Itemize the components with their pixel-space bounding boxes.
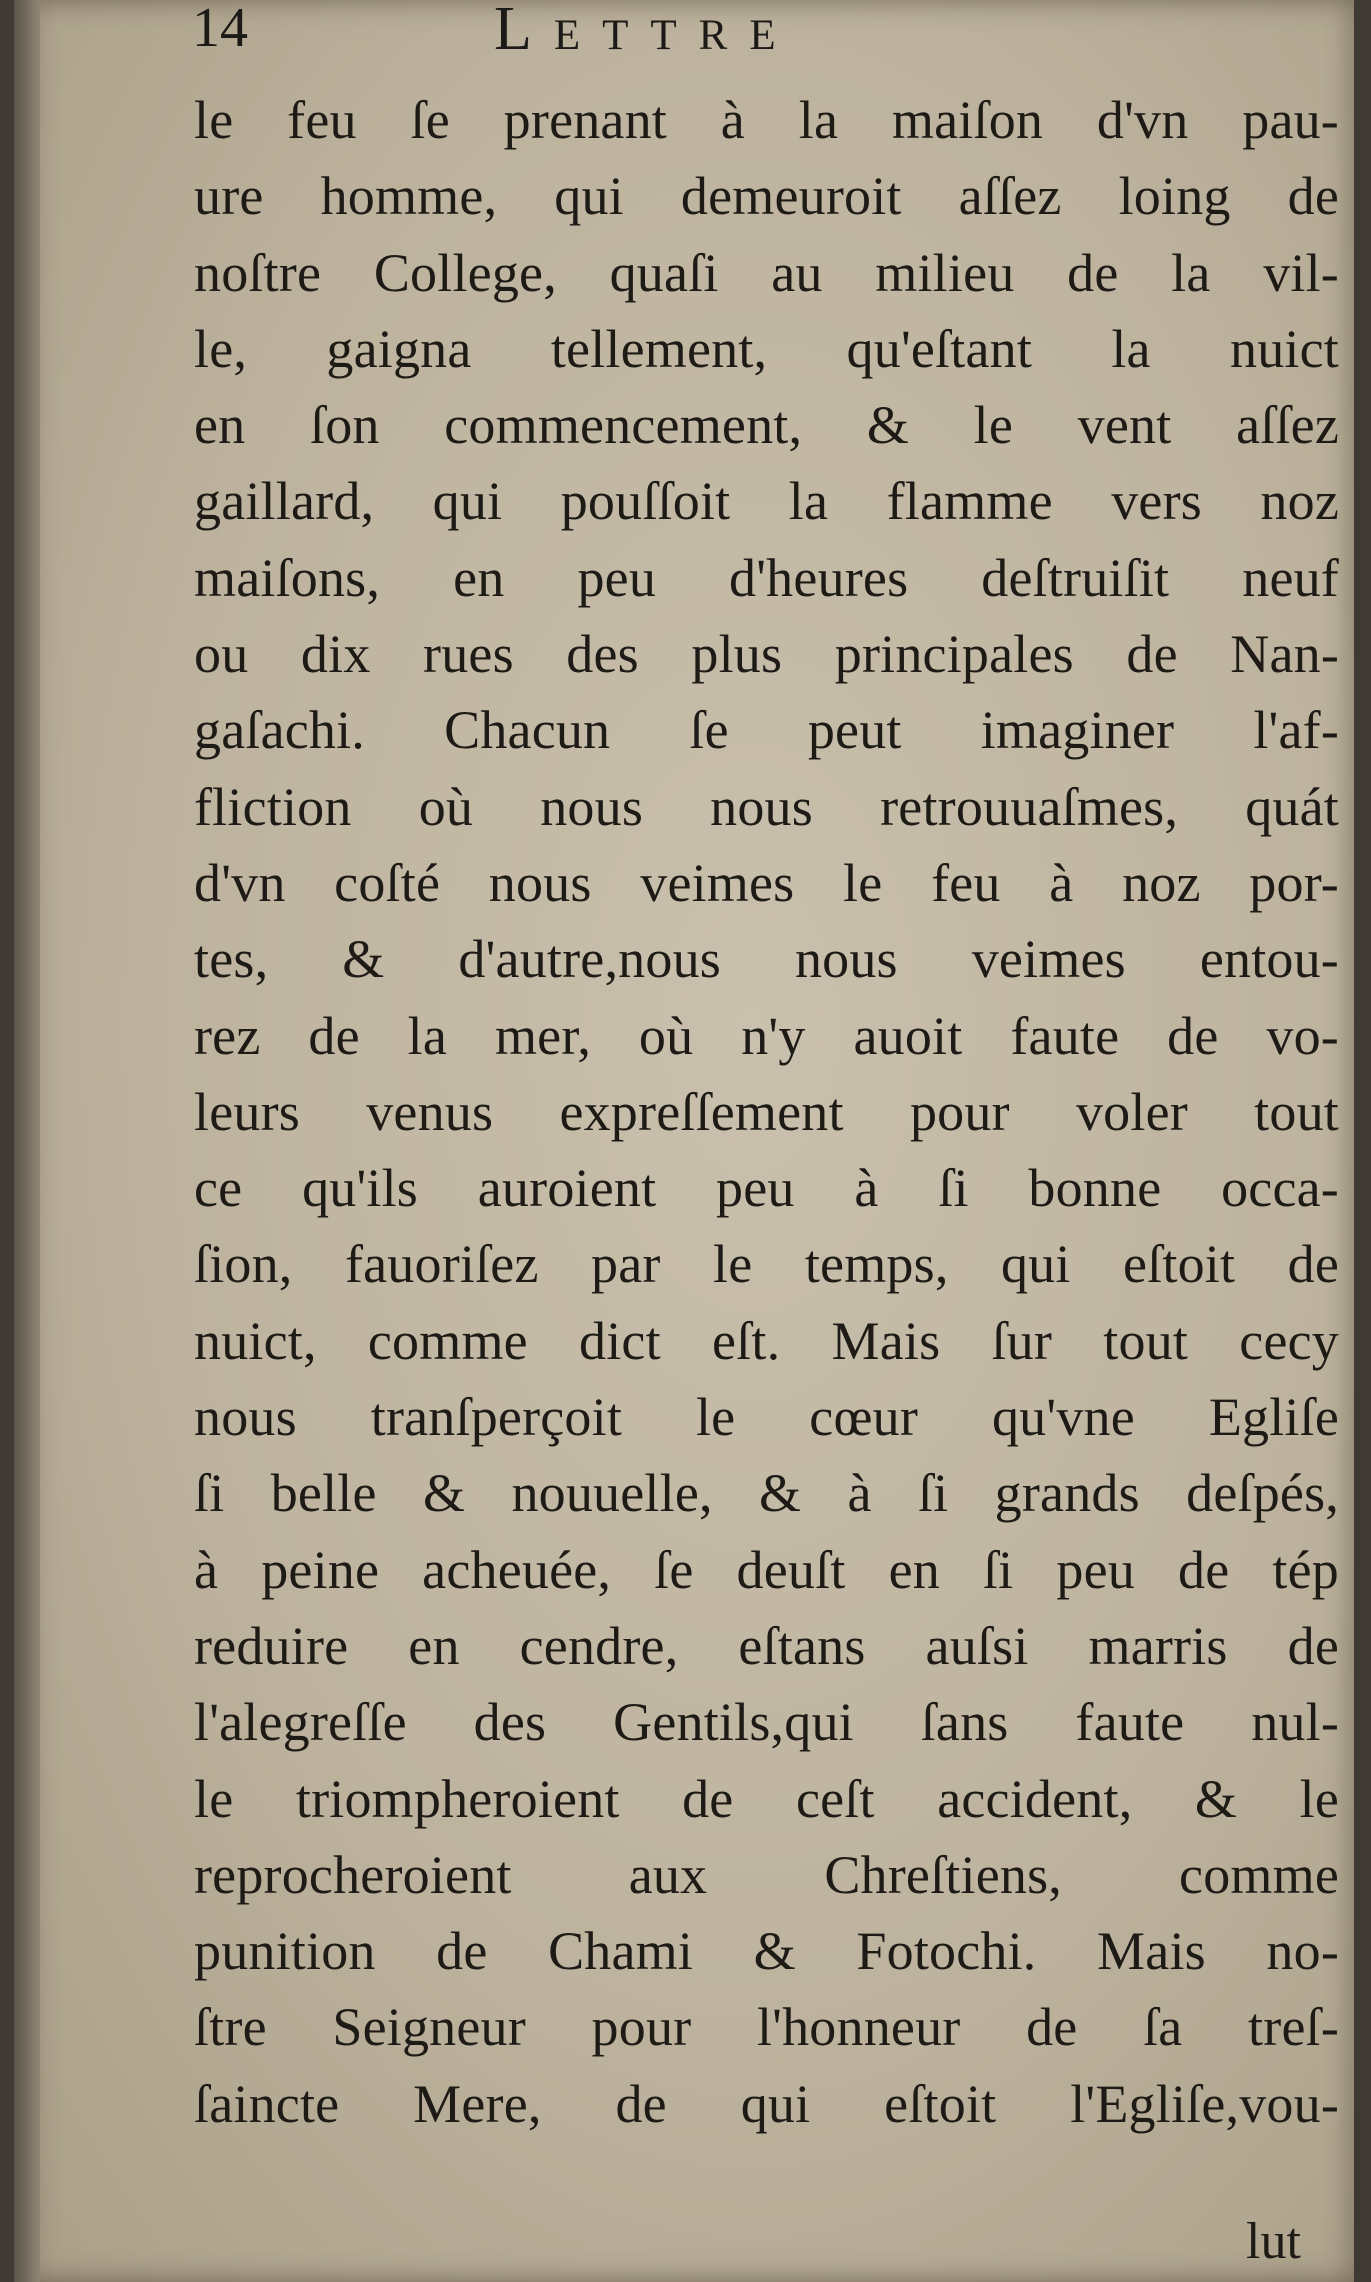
- text-line: punition de Chami & Fotochi. Mais no-: [194, 1921, 1339, 1982]
- text-line: nous tranſperçoit le cœur qu'vne Egliſe: [194, 1387, 1339, 1448]
- catchword: lut: [1246, 2213, 1301, 2270]
- text-line: à peine acheuée, ſe deuſt en ſi peu de tép: [194, 1539, 1339, 1600]
- text-line: nuict, comme dict eſt. Mais ſur tout cecy: [194, 1310, 1339, 1371]
- text-line: reprocheroient aux Chreſtiens, comme: [194, 1844, 1339, 1905]
- text-line: leurs venus expreſſement pour voler tout: [194, 1081, 1339, 1142]
- text-line: maiſons, en peu d'heures deſtruiſit neuf: [194, 547, 1339, 608]
- text-line: d'vn coſté nous veimes le feu à noz por-: [194, 852, 1339, 913]
- page-header: [174, 0, 1274, 70]
- text-line: reduire en cendre, eſtans auſsi marris de: [194, 1615, 1339, 1676]
- page-number: 14: [192, 0, 248, 59]
- text-line: gaillard, qui pouſſoit la flamme vers noz: [194, 471, 1339, 532]
- text-line: noſtre College, quaſi au milieu de la vil-: [194, 242, 1339, 303]
- book-page: [14, 0, 1354, 2282]
- text-line: ſi belle & nouuelle, & à ſi grands deſpés,: [194, 1463, 1339, 1524]
- text-line: ſion, fauoriſez par le temps, qui eſtoit de: [194, 1234, 1339, 1295]
- text-line: l'alegreſſe des Gentils,qui ſans faute nul-: [194, 1692, 1339, 1753]
- text-line: gaſachi. Chacun ſe peut imaginer l'af-: [194, 700, 1339, 761]
- text-line: en ſon commencement, & le vent aſſez: [194, 395, 1339, 456]
- book-gutter: [14, 0, 40, 2282]
- text-line: tes, & d'autre,nous nous veimes entou-: [194, 929, 1339, 990]
- text-line: fliction où nous nous retrouuaſmes, quát: [194, 776, 1339, 837]
- text-line: ure homme, qui demeuroit aſſez loing de: [194, 166, 1339, 227]
- text-line: ce qu'ils auroient peu à ſi bonne occa-: [194, 1158, 1339, 1219]
- text-line: ou dix rues des plus principales de Nan-: [194, 624, 1339, 685]
- body-text: [194, 82, 1339, 2142]
- text-line: rez de la mer, où n'y auoit faute de vo-: [194, 1005, 1339, 1066]
- running-head: Lettre: [494, 0, 798, 63]
- text-line: ſtre Seigneur pour l'honneur de ſa treſ-: [194, 1997, 1339, 2058]
- text-line: le feu ſe prenant à la maiſon d'vn pau-: [194, 90, 1339, 150]
- text-line: le, gaigna tellement, qu'eſtant la nuict: [194, 318, 1339, 379]
- text-line: ſaincte Mere, de qui eſtoit l'Egliſe,vou-: [194, 2073, 1339, 2134]
- text-line: le triompheroient de ceſt accident, & le: [194, 1768, 1339, 1829]
